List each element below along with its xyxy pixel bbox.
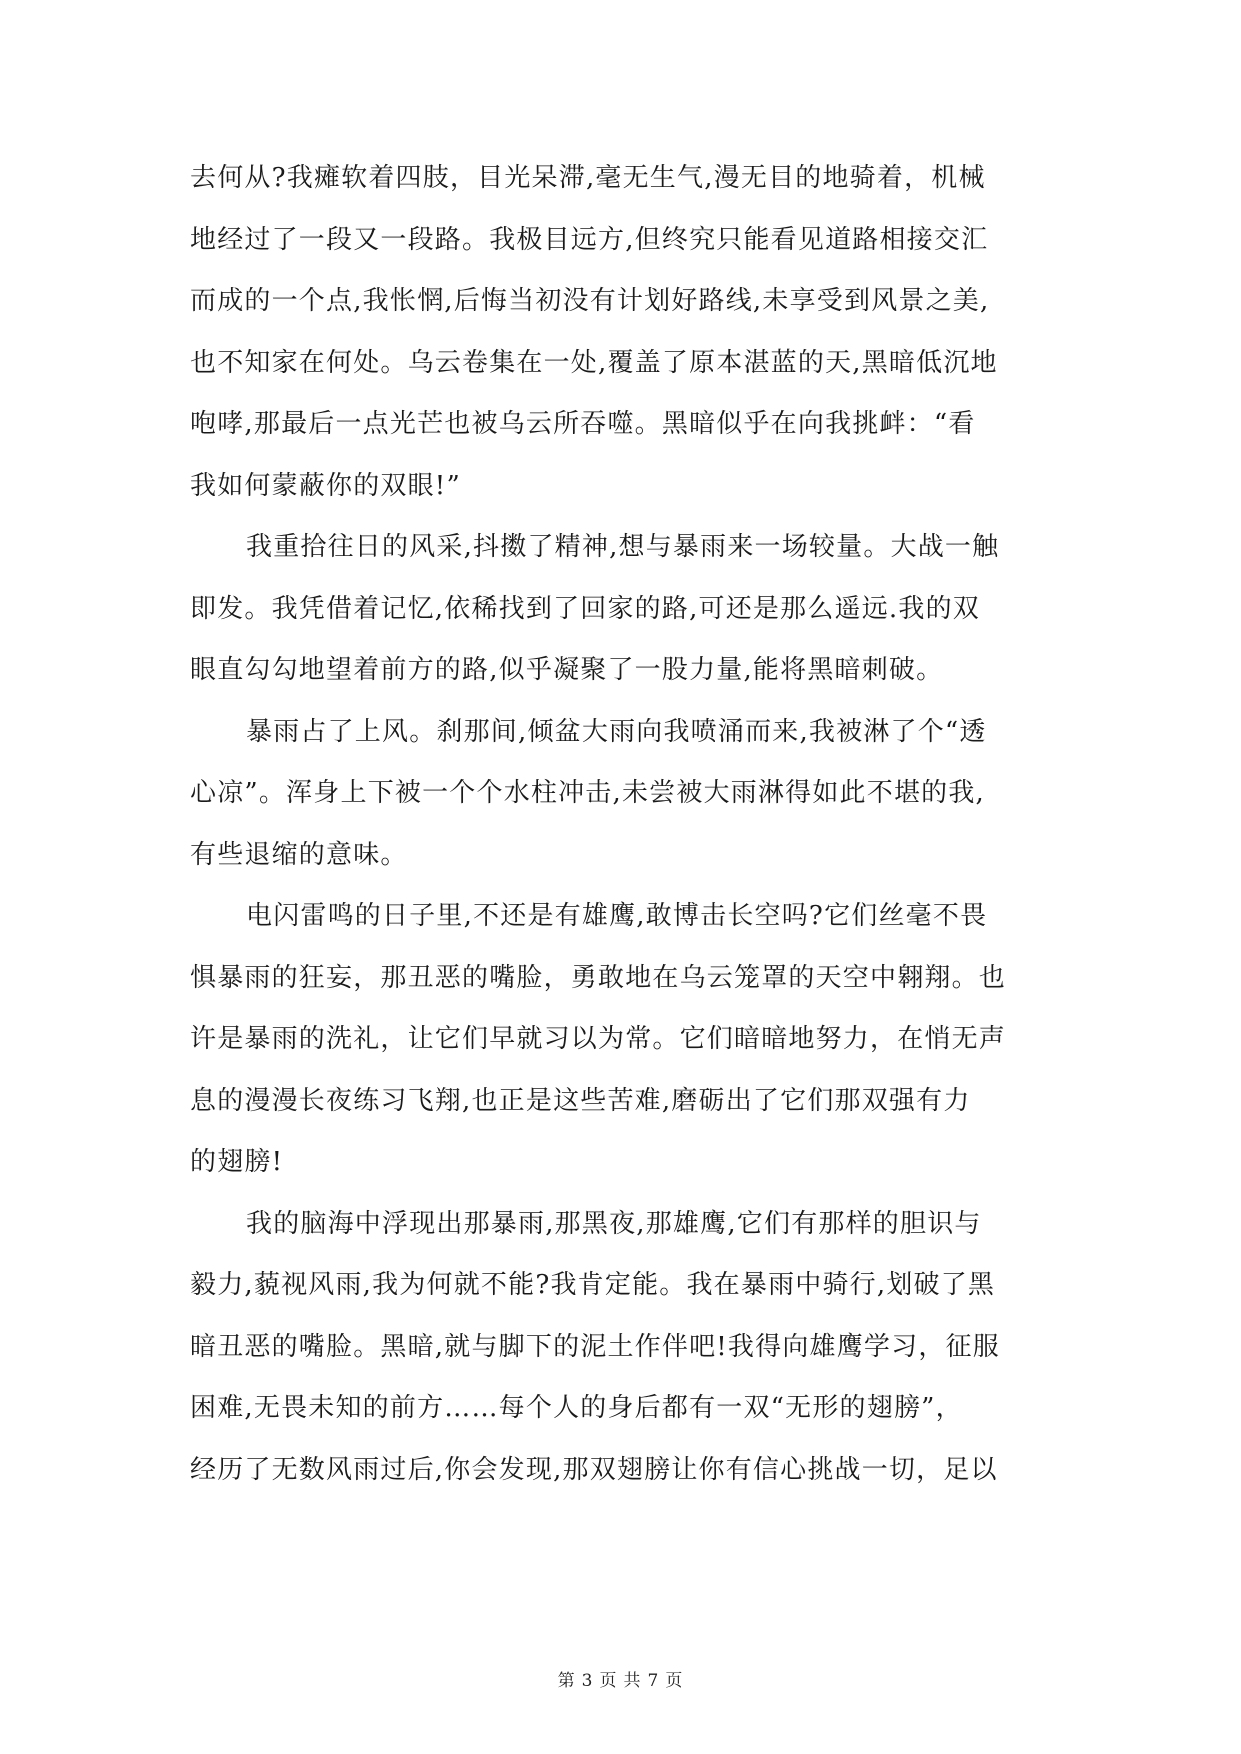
text-line: 即发。我凭借着记忆,依稀找到了回家的路,可还是那么遥远.我的双 [190,593,980,624]
text-line: 毅力,藐视风雨,我为何就不能?我肯定能。我在暴雨中骑行,划破了黑 [190,1270,996,1300]
body-text [190,158,1050,1511]
paragraph-start-line: 我的脑海中浮现出那暴雨,那黑夜,那雄鹰,它们有那样的胆识与 [246,1208,982,1239]
text-line: 经历了无数风雨过后,你会发现,那双翅膀让你有信心挑战一切，足以 [190,1454,998,1485]
text-line: 也不知家在何处。乌云卷集在一处,覆盖了原本湛蓝的天,黑暗低沉地 [190,347,998,378]
text-line: 心凉”。浑身上下被一个个水柱冲击,未尝被大雨淋得如此不堪的我, [190,778,986,808]
text-line: 去何从?我瘫软着四肢，目光呆滞,毫无生气,漫无目的地骑着，机械 [190,163,986,193]
text-line: 我如何蒙蔽你的双眼!” [190,470,461,501]
text-line: 暗丑恶的嘴脸。黑暗,就与脚下的泥土作伴吧!我得向雄鹰学习，征服 [190,1331,1000,1362]
text-line: 惧暴雨的狂妄，那丑恶的嘴脸，勇敢地在乌云笼罩的天空中翱翔。也 [190,962,1007,993]
text-line: 有些退缩的意味。 [190,839,408,870]
text-line: 许是暴雨的洗礼，让它们早就习以为常。它们暗暗地努力，在悄无声 [190,1024,1007,1054]
page-footer [0,1666,1241,1691]
text-line: 咆哮,那最后一点光芒也被乌云所吞噬。黑暗似乎在向我挑衅：“看 [190,409,976,439]
text-line: 的翅膀! [190,1147,284,1177]
paragraph-start-line: 暴雨占了上风。刹那间,倾盆大雨向我喷涌而来,我被淋了个“透 [246,716,987,747]
text-line: 困难,无畏未知的前方……每个人的身后都有一双“无形的翅膀”， [190,1393,963,1423]
paragraph-start-line: 我重拾往日的风采,抖擞了精神,想与暴雨来一场较量。大战一触 [246,532,1000,562]
footer-page-word: 页 [599,1671,618,1691]
footer-total-pages: 7 [647,1671,660,1691]
text-line: 而成的一个点,我怅惘,后悔当初没有计划好路线,未享受到风景之美, [190,286,990,316]
text-line: 眼直勾勾地望着前方的路,似乎凝聚了一股力量,能将黑暗刺破。 [190,655,944,685]
paragraph-start-line: 电闪雷鸣的日子里,不还是有雄鹰,敢博击长空吗?它们丝毫不畏 [246,901,988,931]
text-line: 地经过了一段又一段路。我极目远方,但终究只能看见道路相接交汇 [190,224,989,255]
footer-total-suffix: 页 [665,1671,684,1691]
footer-current-page: 3 [581,1671,594,1691]
footer-total-prefix: 共 [623,1671,642,1691]
footer-page-prefix: 第 [557,1671,576,1691]
text-line: 息的漫漫长夜练习飞翔,也正是这些苦难,磨砺出了它们那双强有力 [190,1085,971,1116]
